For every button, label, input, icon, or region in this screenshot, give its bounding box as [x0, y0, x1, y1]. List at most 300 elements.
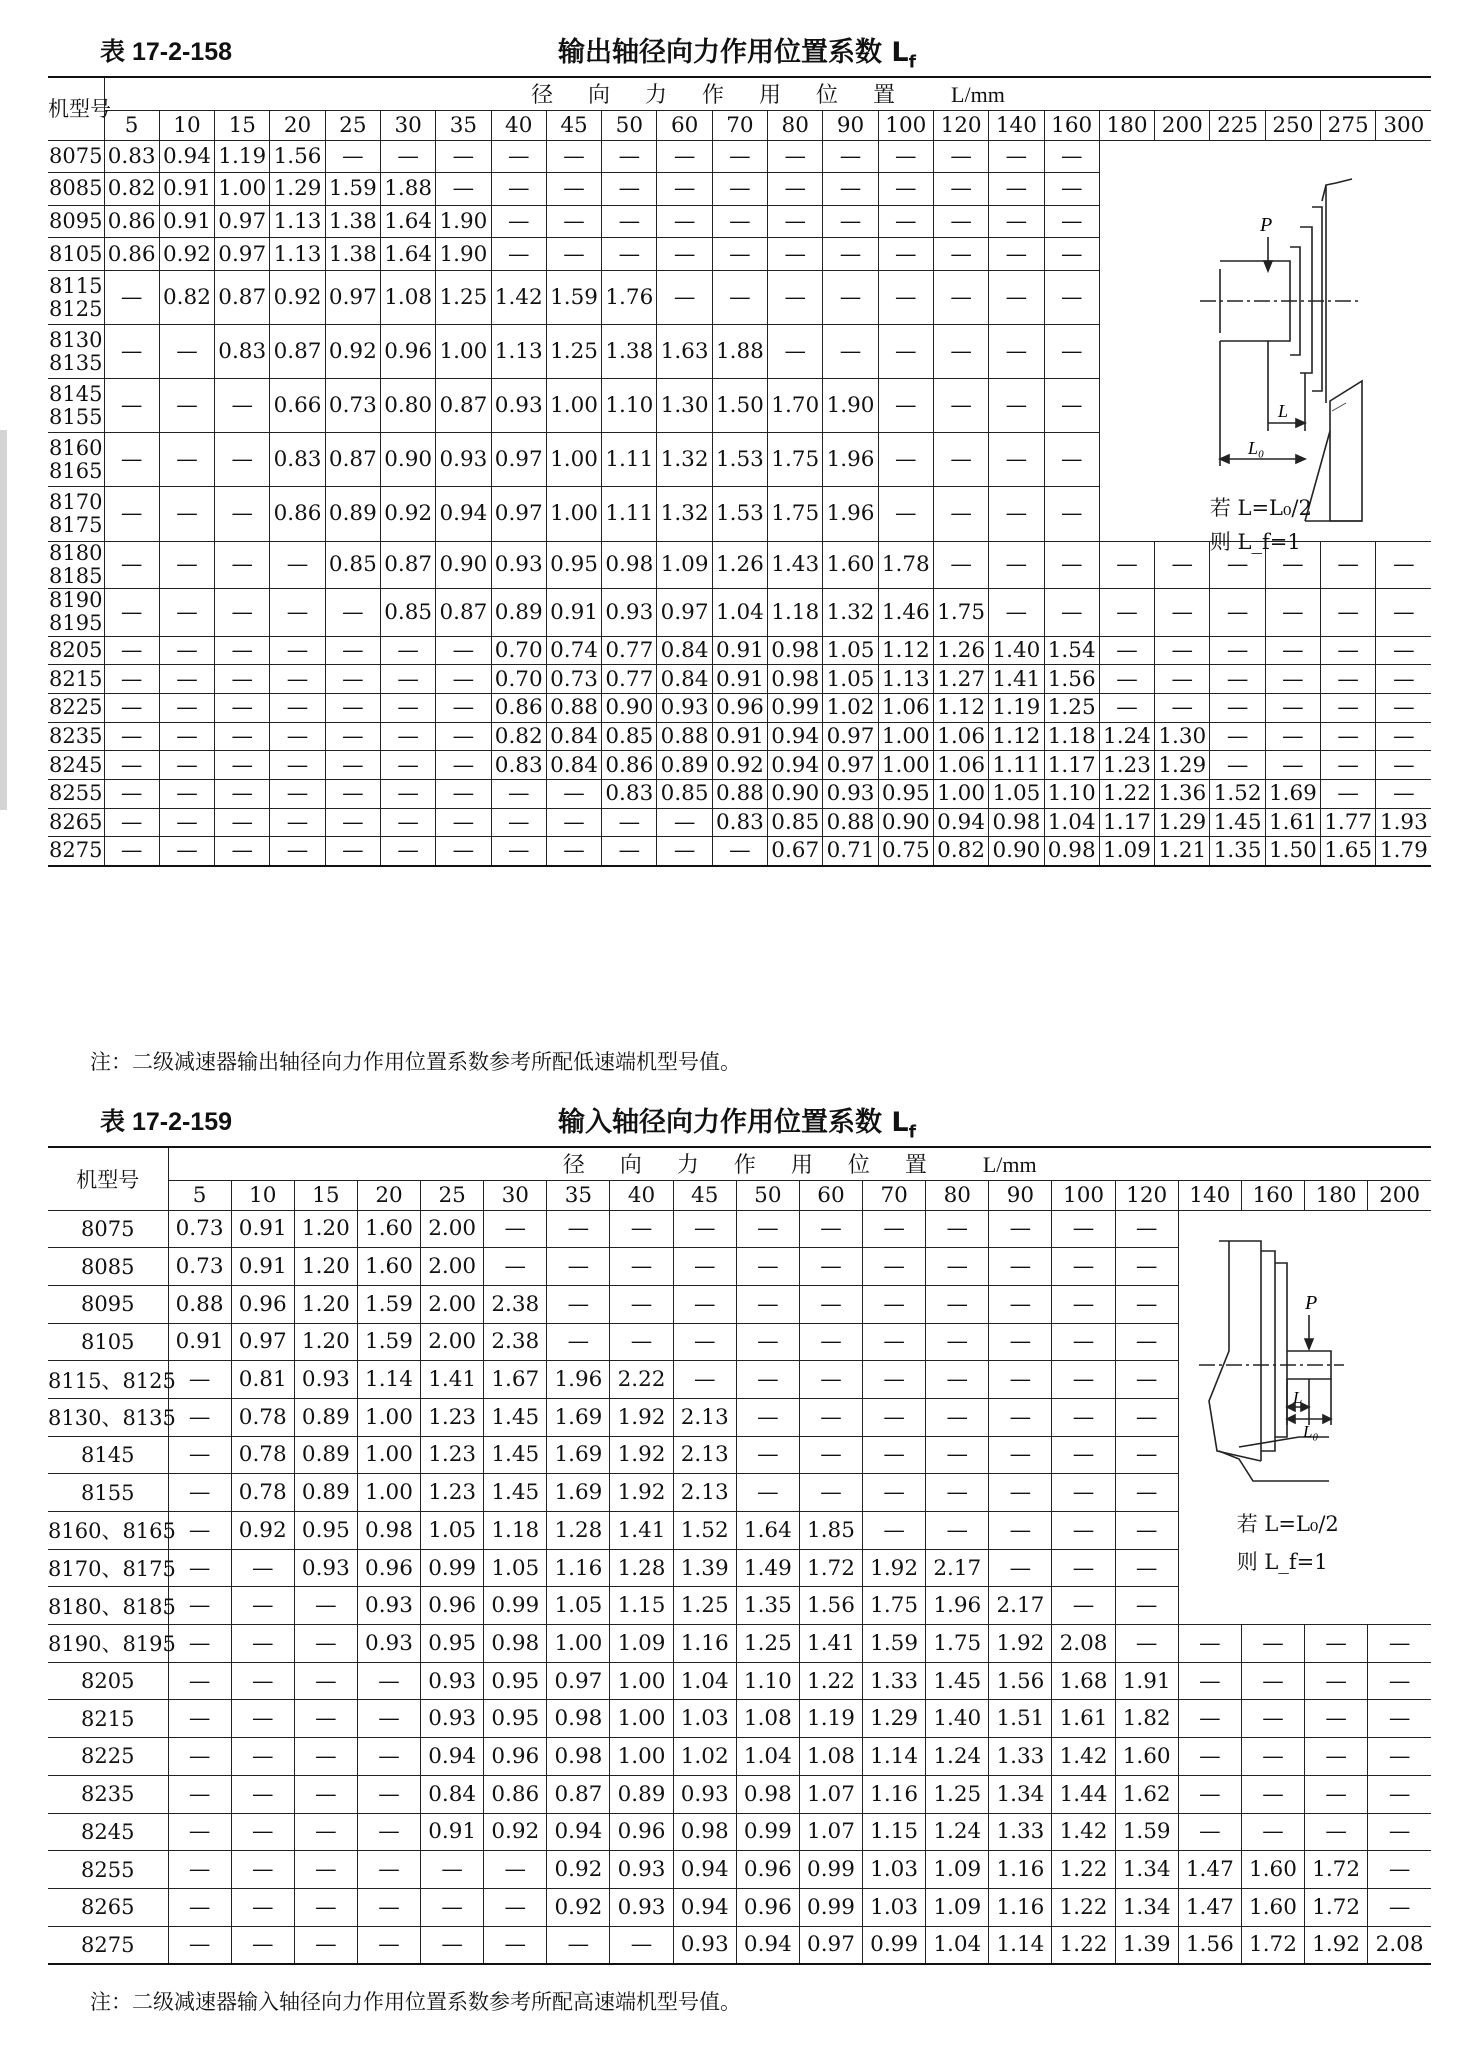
table2-cell: —	[1368, 1813, 1431, 1851]
table1-cell: —	[1376, 541, 1432, 589]
table2-cell: 1.20	[294, 1285, 357, 1323]
table1-cell: —	[1044, 325, 1099, 379]
table1-cell: —	[215, 589, 270, 637]
table2-cell: 0.99	[484, 1587, 547, 1625]
table2-cell: —	[231, 1587, 294, 1625]
table2-cell: 1.16	[547, 1549, 610, 1587]
table2-cell: —	[357, 1888, 420, 1926]
table1-cell: 0.70	[491, 665, 546, 694]
table1-cell: —	[1155, 541, 1210, 589]
table1-row-model	[48, 808, 104, 837]
table1-cell: —	[380, 636, 435, 665]
table2-cell: —	[1241, 1662, 1304, 1700]
table2-cell: —	[231, 1662, 294, 1700]
table2-row-model: 8170、8175	[48, 1549, 168, 1587]
table1-cell: 1.90	[436, 238, 491, 271]
table1-cell: 0.91	[159, 173, 214, 206]
table2-cell: 1.00	[357, 1474, 420, 1512]
table1-cell: —	[933, 140, 988, 173]
table1-cell: —	[1210, 636, 1265, 665]
table2-cell: —	[168, 1512, 231, 1550]
table2-cell: 1.00	[610, 1700, 673, 1738]
table1-cell: —	[104, 589, 159, 637]
table2-cell: —	[1178, 1813, 1241, 1851]
table1-cell: —	[325, 636, 380, 665]
table1-cell: 1.11	[602, 433, 657, 487]
table2-cell: —	[926, 1512, 989, 1550]
table2-row-model: 8130、8135	[48, 1398, 168, 1436]
table1-cell: 0.86	[602, 751, 657, 780]
table2-col-header: 10	[231, 1180, 294, 1210]
table1-cell: 0.97	[491, 487, 546, 541]
table2-col-header: 5	[168, 1180, 231, 1210]
table1-cell: —	[380, 693, 435, 722]
model-number: 8175	[49, 512, 103, 537]
table1-cell: 0.95	[546, 541, 601, 589]
table2-cell: 1.03	[863, 1888, 926, 1926]
table1-cell: —	[933, 205, 988, 238]
table2-cell: 1.16	[673, 1625, 736, 1663]
table2-col-header: 50	[736, 1180, 799, 1210]
table2-col-header: 40	[610, 1180, 673, 1210]
table1-cell: 0.87	[325, 433, 380, 487]
table2-cell: —	[1052, 1436, 1115, 1474]
table1-cell: 0.84	[657, 636, 712, 665]
table2-cell: 1.45	[484, 1436, 547, 1474]
table1-cell: —	[1210, 693, 1265, 722]
table2-cell: 1.16	[863, 1775, 926, 1813]
table1-cell: —	[1376, 751, 1432, 780]
table2-cell: 0.98	[547, 1738, 610, 1776]
table1-cell: —	[878, 379, 933, 433]
table2-cell: —	[926, 1436, 989, 1474]
diagram1-condition-line2: 则 L_f=1	[1209, 529, 1301, 554]
table2-cell: —	[168, 1888, 231, 1926]
table1-cell: —	[325, 722, 380, 751]
table1-title: 输出轴径向力作用位置系数 $L_f$	[558, 37, 917, 73]
table1-cell: 0.92	[159, 238, 214, 271]
table2-cell: 0.73	[168, 1248, 231, 1286]
table1-cell: —	[933, 541, 988, 589]
table1-cell: 1.18	[1044, 722, 1099, 751]
table1-row-model	[48, 205, 104, 238]
table1-cell: 0.93	[823, 779, 878, 808]
table2-cell: 2.00	[421, 1210, 484, 1248]
table1-cell: 0.82	[491, 722, 546, 751]
table1-cell: 0.88	[712, 779, 767, 808]
table2-cell: 1.59	[863, 1625, 926, 1663]
table1-cell: 0.98	[1044, 837, 1099, 866]
table2-cell: —	[736, 1323, 799, 1361]
table1-cell: 0.96	[380, 325, 435, 379]
table2-cell: —	[168, 1398, 231, 1436]
table1-cell: 1.61	[1265, 808, 1320, 837]
table1-cell: —	[1376, 779, 1432, 808]
table2-cell: 1.10	[736, 1662, 799, 1700]
table2-cell: 0.94	[736, 1926, 799, 1964]
table1-output-shaft-coefficients	[48, 76, 1431, 867]
table1-cell: 0.74	[546, 636, 601, 665]
table2-cell: —	[168, 1662, 231, 1700]
table2-cell: 1.04	[926, 1926, 989, 1964]
table1-row-model	[48, 636, 104, 665]
table1-cell: —	[215, 665, 270, 694]
table2-cell: 0.95	[421, 1625, 484, 1663]
table-row	[48, 1813, 1431, 1851]
table1-cell: 1.11	[602, 487, 657, 541]
table2-cell: 1.08	[799, 1738, 862, 1776]
table2-cell: 0.91	[421, 1813, 484, 1851]
table1-cell: —	[159, 693, 214, 722]
table-row	[48, 1700, 1431, 1738]
table2-cell: 0.89	[610, 1775, 673, 1813]
model-number: 8125	[49, 296, 103, 321]
table1-cell: 1.38	[325, 205, 380, 238]
table2-cell: 1.60	[357, 1248, 420, 1286]
table1-cell: 1.60	[823, 541, 878, 589]
table1-cell: 0.82	[933, 837, 988, 866]
table1-cell: —	[104, 751, 159, 780]
table1-cell: —	[1044, 379, 1099, 433]
table1-col-header: 140	[989, 110, 1044, 140]
table-row	[48, 665, 1431, 694]
table2-cell: 1.09	[610, 1625, 673, 1663]
table1-cell: —	[878, 173, 933, 206]
model-number: 8075	[49, 143, 103, 168]
table2-cell: 1.45	[484, 1398, 547, 1436]
table2-cell: 0.97	[547, 1662, 610, 1700]
table2-cell: 1.33	[989, 1738, 1052, 1776]
table1-cell: 1.46	[878, 589, 933, 637]
table1-cell: —	[1265, 751, 1320, 780]
table2-cell: —	[736, 1248, 799, 1286]
table2-cell: 1.22	[1052, 1851, 1115, 1889]
table2-cell: —	[610, 1210, 673, 1248]
table1-cell: 0.96	[712, 693, 767, 722]
table1-cell: —	[325, 589, 380, 637]
table1-cell: —	[325, 665, 380, 694]
table1-col-header: 60	[657, 110, 712, 140]
table2-cell: —	[863, 1361, 926, 1399]
table2-cell: 1.68	[1052, 1662, 1115, 1700]
table1-cell: 0.98	[768, 665, 823, 694]
model-number: 8145	[49, 381, 103, 406]
table1-cell: —	[1321, 636, 1376, 665]
table1-note: 注：二级减速器输出轴径向力作用位置系数参考所配低速端机型号值。	[90, 1050, 741, 1074]
table1-cell: —	[823, 325, 878, 379]
table1-cell: 0.94	[768, 751, 823, 780]
table1-cell: —	[602, 140, 657, 173]
table1-cell: —	[712, 271, 767, 325]
table2-cell: —	[863, 1210, 926, 1248]
table2-cell: 1.72	[1305, 1888, 1368, 1926]
table1-cell: —	[270, 665, 325, 694]
table2-number: 表 17-2-159	[100, 1108, 233, 1136]
table2-cell: —	[547, 1248, 610, 1286]
table2-cell: 1.00	[357, 1398, 420, 1436]
table2-cell: —	[610, 1285, 673, 1323]
table1-cell: —	[380, 837, 435, 866]
diagram2-label-l0: L₀	[1302, 1421, 1319, 1441]
table2-cell: —	[989, 1248, 1052, 1286]
table1-cell: 1.09	[657, 541, 712, 589]
table1-cell: —	[1044, 433, 1099, 487]
table2-cell: 1.04	[673, 1662, 736, 1700]
table2-row-model: 8245	[48, 1813, 168, 1851]
table1-cell: 1.12	[989, 722, 1044, 751]
table1-cell: —	[546, 238, 601, 271]
table1-cell: —	[270, 541, 325, 589]
table1-cell: 1.05	[823, 665, 878, 694]
table2-cell: —	[231, 1549, 294, 1587]
table1-cell: —	[602, 173, 657, 206]
table1-cell: —	[768, 271, 823, 325]
table2-cell: —	[1052, 1474, 1115, 1512]
table1-cell: —	[1376, 589, 1432, 637]
table2-row-model: 8255	[48, 1851, 168, 1889]
table2-cell: 1.75	[926, 1625, 989, 1663]
table1-cell: —	[1210, 722, 1265, 751]
table1-cell: —	[878, 325, 933, 379]
table1-cell: —	[1321, 693, 1376, 722]
table1-cell: —	[436, 636, 491, 665]
table1-col-header: 90	[823, 110, 878, 140]
table1-cell: —	[657, 140, 712, 173]
table2-cell: —	[357, 1813, 420, 1851]
table1-cell: 0.85	[380, 589, 435, 637]
table2-row-model: 8225	[48, 1738, 168, 1776]
table2-cell: —	[231, 1738, 294, 1776]
table1-cell: —	[215, 837, 270, 866]
table2-cell: —	[168, 1813, 231, 1851]
table1-cell: —	[933, 325, 988, 379]
table1-cell: —	[602, 837, 657, 866]
table2-cell: —	[168, 1587, 231, 1625]
table1-cell: 0.90	[989, 837, 1044, 866]
table1-cell: —	[1099, 636, 1154, 665]
table1-cell: 0.90	[768, 779, 823, 808]
table2-cell: 1.64	[736, 1512, 799, 1550]
table2-cell: 0.94	[673, 1851, 736, 1889]
table2-cell: —	[863, 1248, 926, 1286]
table-row	[48, 140, 1431, 173]
table1-cell: —	[933, 238, 988, 271]
table1-cell: —	[380, 665, 435, 694]
table1-cell: 1.27	[933, 665, 988, 694]
table2-col-header: 25	[421, 1180, 484, 1210]
table1-cell: —	[712, 173, 767, 206]
table2-cell: 1.41	[421, 1361, 484, 1399]
table1-cell: —	[1210, 751, 1265, 780]
table2-cell: 0.99	[799, 1851, 862, 1889]
table1-cell: 0.98	[602, 541, 657, 589]
table2-cell: —	[1305, 1775, 1368, 1813]
table2-cell: —	[168, 1436, 231, 1474]
table1-cell: 0.67	[768, 837, 823, 866]
table1-cell: 0.87	[215, 271, 270, 325]
table2-cell: 0.96	[231, 1285, 294, 1323]
table1-row-model	[48, 433, 104, 487]
table1-cell: 1.23	[1099, 751, 1154, 780]
table2-cell: 1.59	[1115, 1813, 1178, 1851]
table1-cell: —	[380, 140, 435, 173]
table1-cell: 0.91	[712, 722, 767, 751]
table2-cell: —	[294, 1851, 357, 1889]
table2-input-shaft-coefficients	[48, 1146, 1431, 1965]
table1-cell: —	[436, 751, 491, 780]
table1-cell: —	[1099, 693, 1154, 722]
table2-cell: 2.00	[421, 1248, 484, 1286]
table2-cell: 1.96	[926, 1587, 989, 1625]
table1-cell: —	[270, 779, 325, 808]
table1-cell: 1.77	[1321, 808, 1376, 837]
table1-cell: —	[104, 487, 159, 541]
table2-cell: 1.09	[926, 1851, 989, 1889]
table1-cell: 1.30	[1155, 722, 1210, 751]
table1-cell: 1.56	[1044, 665, 1099, 694]
table2-cell: 1.85	[799, 1512, 862, 1550]
table1-cell: 1.22	[1099, 779, 1154, 808]
table2-cell: 1.04	[736, 1738, 799, 1776]
table2-cell: 1.42	[1052, 1738, 1115, 1776]
table1-cell: —	[159, 636, 214, 665]
table2-cell: 0.78	[231, 1436, 294, 1474]
table1-col-header: 10	[159, 110, 214, 140]
table2-cell: 1.56	[799, 1587, 862, 1625]
table1-cell: —	[823, 205, 878, 238]
table2-cell: —	[926, 1248, 989, 1286]
table1-cell: —	[104, 379, 159, 433]
table1-cell: 1.56	[270, 140, 325, 173]
table1-cell: 1.25	[436, 271, 491, 325]
table2-cell: 0.93	[357, 1587, 420, 1625]
table2-cell: —	[231, 1813, 294, 1851]
table1-cell: 0.73	[325, 379, 380, 433]
table2-cell: 0.93	[610, 1851, 673, 1889]
table1-cell: 0.88	[657, 722, 712, 751]
table2-cell: —	[610, 1248, 673, 1286]
table2-cell: 1.25	[926, 1775, 989, 1813]
table2-cell: —	[1178, 1775, 1241, 1813]
table1-cell: —	[1044, 541, 1099, 589]
table1-cell: 1.40	[989, 636, 1044, 665]
table1-cell: 0.93	[602, 589, 657, 637]
table2-cell: —	[673, 1248, 736, 1286]
table2-cell: —	[863, 1474, 926, 1512]
table2-cell: 1.19	[799, 1700, 862, 1738]
table1-row-model	[48, 238, 104, 271]
table1-cell: —	[270, 693, 325, 722]
table2-cell: 0.96	[736, 1851, 799, 1889]
table1-cell: 1.25	[546, 325, 601, 379]
table2-cell: 0.88	[168, 1285, 231, 1323]
table1-cell: 1.38	[602, 325, 657, 379]
table2-cell: 1.00	[357, 1436, 420, 1474]
table2-cell: 1.20	[294, 1210, 357, 1248]
table2-cell: 0.96	[610, 1813, 673, 1851]
table1-cell: —	[657, 173, 712, 206]
table1-cell: 1.29	[270, 173, 325, 206]
table2-col-header: 15	[294, 1180, 357, 1210]
table2-cell: 0.98	[736, 1775, 799, 1813]
table2-cell: 1.00	[610, 1738, 673, 1776]
table1-cell: 0.98	[989, 808, 1044, 837]
table2-cell: 0.98	[673, 1813, 736, 1851]
table1-row-model	[48, 173, 104, 206]
table1-cell: 0.80	[380, 379, 435, 433]
table2-cell: —	[1052, 1512, 1115, 1550]
table2-row-model: 8105	[48, 1323, 168, 1361]
table2-cell: 1.28	[610, 1549, 673, 1587]
table2-cell: 1.23	[421, 1436, 484, 1474]
table2-cell: —	[547, 1210, 610, 1248]
table2-cell: 0.93	[673, 1775, 736, 1813]
table2-cell: 1.69	[547, 1436, 610, 1474]
table1-cell: —	[1044, 271, 1099, 325]
table2-cell: 1.25	[736, 1625, 799, 1663]
table1-cell: 0.85	[602, 722, 657, 751]
model-number: 8190	[49, 588, 103, 613]
table1-cell: 1.13	[491, 325, 546, 379]
table1-cell: —	[602, 238, 657, 271]
table1-cell: —	[768, 205, 823, 238]
table1-cell: —	[602, 808, 657, 837]
table2-cell: —	[863, 1398, 926, 1436]
table1-cell: 0.71	[823, 837, 878, 866]
table2-cell: 0.91	[231, 1210, 294, 1248]
table2-cell: —	[989, 1512, 1052, 1550]
table1-cell: 0.94	[159, 140, 214, 173]
table1-col-header: 70	[712, 110, 767, 140]
table2-cell: 1.00	[610, 1662, 673, 1700]
table1-cell: —	[159, 433, 214, 487]
table2-cell: —	[357, 1738, 420, 1776]
table2-cell: —	[1115, 1474, 1178, 1512]
table2-cell: —	[294, 1813, 357, 1851]
table1-row-model	[48, 487, 104, 541]
table2-cell: 1.25	[673, 1587, 736, 1625]
table2-title: 输入轴径向力作用位置系数 $L_f$	[558, 1107, 917, 1143]
table1-cell: 0.84	[546, 722, 601, 751]
table1-cell: 1.30	[657, 379, 712, 433]
model-number: 8130	[49, 327, 103, 352]
table1-cell: —	[380, 751, 435, 780]
table1-cell: —	[546, 808, 601, 837]
table2-cell: 0.86	[484, 1775, 547, 1813]
table-row	[48, 837, 1431, 866]
table1-cell: —	[657, 837, 712, 866]
table2-cell: —	[294, 1926, 357, 1964]
table1-cell: 1.42	[491, 271, 546, 325]
table1-cell: 0.97	[325, 271, 380, 325]
table1-cell: 1.96	[823, 433, 878, 487]
table2-cell: 1.69	[547, 1474, 610, 1512]
table2-cell: —	[357, 1775, 420, 1813]
table2-cell: —	[799, 1285, 862, 1323]
table2-cell: —	[989, 1549, 1052, 1587]
table1-cell: —	[989, 433, 1044, 487]
table1-cell: —	[878, 205, 933, 238]
table2-cell: 2.38	[484, 1285, 547, 1323]
table2-cell: —	[1241, 1775, 1304, 1813]
table2-cell: —	[1178, 1738, 1241, 1776]
table2-cell: —	[736, 1210, 799, 1248]
table1-cell: —	[1321, 751, 1376, 780]
table1-cell: —	[215, 433, 270, 487]
table1-cell: —	[878, 140, 933, 173]
table1-cell: —	[878, 487, 933, 541]
table1-cell: 1.05	[823, 636, 878, 665]
